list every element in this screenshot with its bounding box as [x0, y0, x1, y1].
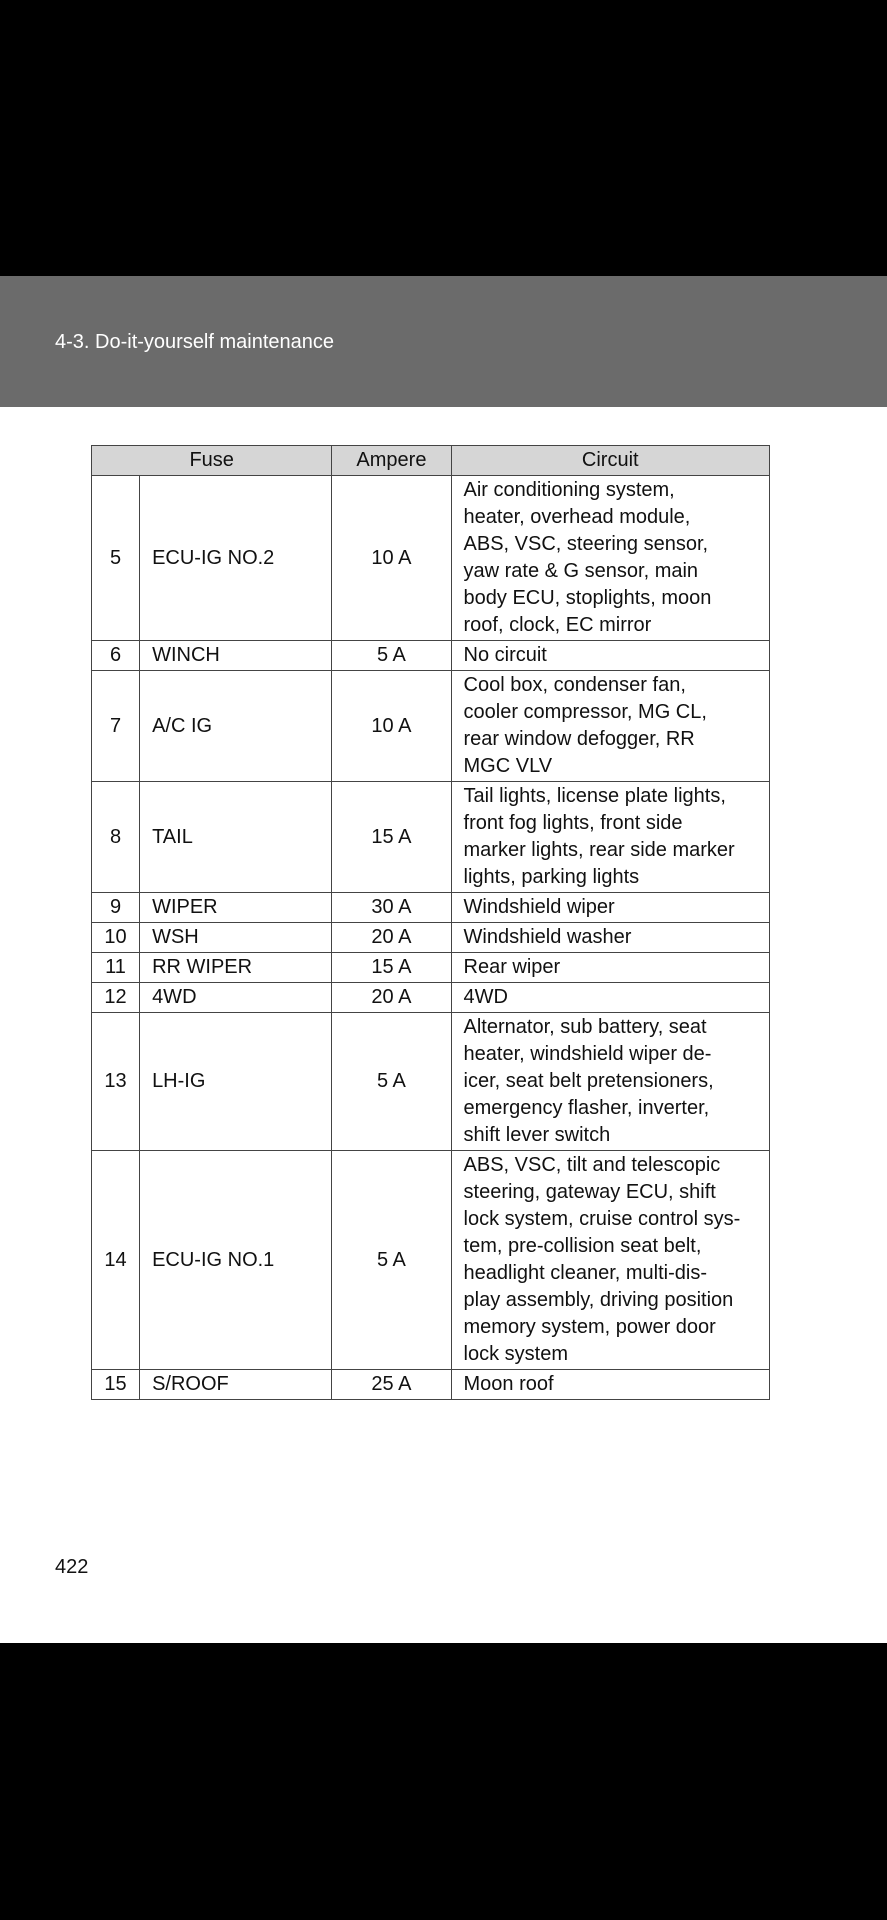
fuse-name-cell: S/ROOF [140, 1370, 332, 1400]
ampere-cell: 5 A [332, 641, 451, 671]
ampere-cell: 10 A [332, 671, 451, 782]
fuse-name-cell: 4WD [140, 983, 332, 1013]
table-row [92, 923, 770, 953]
circuit-cell: Air conditioning system, heater, overhead module, ABS, VSC, steering sensor, yaw rate & G sensor, main body ECU, stoplights, moon roof, clock, EC mirror [451, 476, 769, 641]
top-black-area [0, 0, 887, 276]
circuit-cell: No circuit [451, 641, 769, 671]
section-title: 4-3. Do-it-yourself maintenance [55, 331, 335, 353]
circuit-cell: Windshield washer [451, 923, 769, 953]
fuse-number-cell: 15 [92, 1370, 140, 1400]
fuse-name-cell: RR WIPER [140, 953, 332, 983]
ampere-column-header: Ampere [332, 446, 451, 476]
table-row [92, 782, 770, 893]
table-row [92, 641, 770, 671]
table-row [92, 893, 770, 923]
bottom-black-area [0, 1643, 887, 1920]
circuit-cell: 4WD [451, 983, 769, 1013]
ampere-cell: 15 A [332, 782, 451, 893]
fuse-number-cell: 7 [92, 671, 140, 782]
table-row [92, 953, 770, 983]
section-header-band [0, 276, 887, 407]
fuse-name-cell: TAIL [140, 782, 332, 893]
fuse-name-cell: WIPER [140, 893, 332, 923]
fuse-name-cell: LH-IG [140, 1013, 332, 1151]
circuit-cell: Tail lights, license plate lights, front fog lights, front side marker lights, rear side marker lights, parking lights [451, 782, 769, 893]
fuse-number-cell: 6 [92, 641, 140, 671]
fuse-table [91, 445, 770, 1400]
ampere-cell: 5 A [332, 1013, 451, 1151]
ampere-cell: 20 A [332, 923, 451, 953]
ampere-cell: 25 A [332, 1370, 451, 1400]
fuse-table-body [92, 476, 770, 1400]
ampere-cell: 15 A [332, 953, 451, 983]
page-number: 422 [55, 1556, 89, 1578]
fuse-name-cell: ECU-IG NO.1 [140, 1151, 332, 1370]
fuse-number-cell: 14 [92, 1151, 140, 1370]
table-row [92, 1013, 770, 1151]
fuse-number-cell: 12 [92, 983, 140, 1013]
fuse-number-cell: 8 [92, 782, 140, 893]
fuse-number-cell: 11 [92, 953, 140, 983]
circuit-cell: Alternator, sub battery, seat heater, windshield wiper de- icer, seat belt pretensioners, emergency flasher, inverter, shift lever switch [451, 1013, 769, 1151]
table-row [92, 983, 770, 1013]
circuit-cell: ABS, VSC, tilt and telescopic steering, gateway ECU, shift lock system, cruise control sys- tem, pre-collision seat belt, headlight cleaner, multi-dis- play assembly, driving position memory system, power door lock system [451, 1151, 769, 1370]
fuse-name-cell: WINCH [140, 641, 332, 671]
fuse-number-cell: 13 [92, 1013, 140, 1151]
fuse-number-cell: 5 [92, 476, 140, 641]
fuse-number-cell: 9 [92, 893, 140, 923]
fuse-name-cell: A/C IG [140, 671, 332, 782]
table-row [92, 1151, 770, 1370]
ampere-cell: 20 A [332, 983, 451, 1013]
table-header-row [92, 446, 770, 476]
table-row [92, 1370, 770, 1400]
ampere-cell: 10 A [332, 476, 451, 641]
table-row [92, 671, 770, 782]
fuse-name-cell: ECU-IG NO.2 [140, 476, 332, 641]
circuit-cell: Moon roof [451, 1370, 769, 1400]
table-row [92, 476, 770, 641]
fuse-number-cell: 10 [92, 923, 140, 953]
circuit-cell: Windshield wiper [451, 893, 769, 923]
fuse-name-cell: WSH [140, 923, 332, 953]
fuse-column-header: Fuse [92, 446, 332, 476]
circuit-column-header: Circuit [451, 446, 769, 476]
circuit-cell: Cool box, condenser fan, cooler compressor, MG CL, rear window defogger, RR MGC VLV [451, 671, 769, 782]
ampere-cell: 5 A [332, 1151, 451, 1370]
ampere-cell: 30 A [332, 893, 451, 923]
manual-page [0, 407, 887, 1643]
circuit-cell: Rear wiper [451, 953, 769, 983]
